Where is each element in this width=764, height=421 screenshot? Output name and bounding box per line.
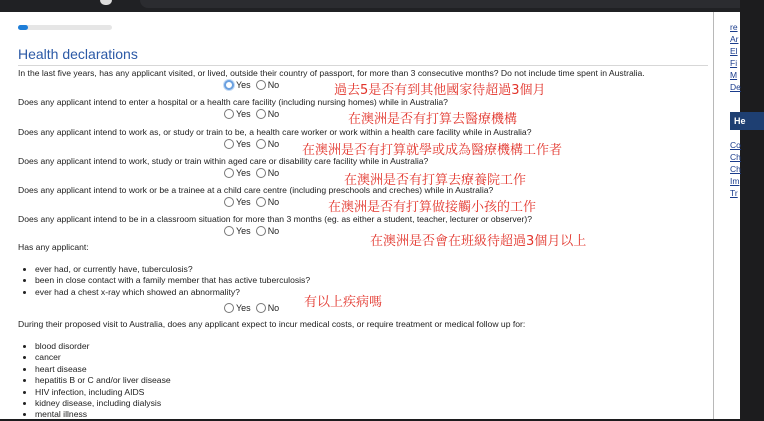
no-label: No (267, 80, 280, 90)
question-text: Does any applicant intend to enter a hospital or a health care facility (including nursing homes) while in Australia? (18, 97, 448, 107)
question-options (224, 226, 284, 236)
browser-top-bar (0, 0, 740, 12)
progress-bar (18, 25, 112, 30)
yes-radio[interactable] (224, 303, 234, 313)
list-item: • cancer (35, 352, 171, 363)
no-label: No (267, 226, 280, 236)
section-divider (18, 65, 708, 66)
yes-label: Yes (236, 168, 251, 178)
handwritten-note: 有以上疾病嗎 (304, 295, 383, 310)
browser-tab-strip (140, 0, 740, 8)
sidebar-heading: He (730, 112, 764, 130)
yes-radio[interactable] (224, 168, 234, 178)
handwritten-note: 在澳洲是否有打算去療養院工作 (344, 173, 527, 188)
list-item: • ever had a chest x-ray which showed an abnormality? (35, 287, 310, 298)
yes-radio[interactable] (224, 226, 234, 236)
handwritten-note: 在澳洲是否有打算去醫療機構 (348, 112, 518, 127)
sidebar-link[interactable]: M (730, 70, 738, 80)
yes-label: Yes (236, 109, 251, 119)
medical-condition-list (18, 341, 171, 421)
question-options (224, 303, 284, 313)
no-radio[interactable] (256, 168, 266, 178)
handwritten-note: 在澳洲是否有打算就學或成為醫療機構工作者 (302, 143, 563, 158)
yes-radio[interactable] (224, 80, 234, 90)
no-label: No (267, 303, 280, 313)
right-sidebar (714, 12, 746, 419)
handwritten-note: 在澳洲是否有打算做接觸小孩的工作 (328, 200, 537, 215)
list-item: • been in close contact with a family member that has active tuberculosis? (35, 275, 310, 286)
form-page (0, 12, 714, 419)
question-text: In the last five years, has any applicant visited, or lived, outside their country of passport, for more than 3 consecutive months? Do not include time spent in Australia. (18, 68, 645, 78)
sidebar-link[interactable]: Ch (730, 164, 741, 174)
no-radio[interactable] (256, 139, 266, 149)
question-text: Has any applicant: (18, 242, 89, 252)
question-options (224, 139, 284, 149)
no-radio[interactable] (256, 109, 266, 119)
yes-label: Yes (236, 226, 251, 236)
no-label: No (267, 197, 280, 207)
section-title: Health declarations (18, 46, 138, 62)
no-radio[interactable] (256, 80, 266, 90)
handwritten-note: 在澳洲是否會在班級待超過3個月以上 (370, 234, 587, 249)
sidebar-link[interactable]: Ch (730, 152, 741, 162)
sidebar-link[interactable]: El (730, 46, 738, 56)
progress-bar-fill (18, 25, 28, 30)
sidebar-link[interactable]: Co (730, 140, 741, 150)
list-item: • blood disorder (35, 341, 171, 352)
list-item: • HIV infection, including AIDS (35, 387, 171, 398)
yes-radio[interactable] (224, 197, 234, 207)
no-label: No (267, 168, 280, 178)
sidebar-link[interactable]: Tr (730, 188, 738, 198)
yes-radio[interactable] (224, 139, 234, 149)
handwritten-note: 過去5是否有到其他國家待超過3個月 (334, 83, 546, 98)
yes-label: Yes (236, 303, 251, 313)
question-options (224, 80, 284, 90)
list-item: • heart disease (35, 364, 171, 375)
question-text: During their proposed visit to Australia, does any applicant expect to incur medical costs, or require treatment or medical follow up for: (18, 319, 526, 329)
yes-label: Yes (236, 80, 251, 90)
no-radio[interactable] (256, 303, 266, 313)
question-text: Does any applicant intend to work, study or train within aged care or disability care facility while in Australia? (18, 156, 429, 166)
list-item: • hepatitis B or C and/or liver disease (35, 375, 171, 386)
question-options (224, 168, 284, 178)
yes-label: Yes (236, 197, 251, 207)
no-label: No (267, 139, 280, 149)
sidebar-link[interactable]: Im (730, 176, 740, 186)
list-item: • mental illness (35, 409, 171, 420)
no-radio[interactable] (256, 197, 266, 207)
no-label: No (267, 109, 280, 119)
browser-control-icon (100, 0, 112, 5)
tb-condition-list (18, 264, 310, 298)
question-options (224, 197, 284, 207)
question-options (224, 109, 284, 119)
question-text: Does any applicant intend to work as, or study or train to be, a health care worker or work within a health care facility while in Australia? (18, 127, 532, 137)
sidebar-link[interactable]: Ar (730, 34, 739, 44)
sidebar-link[interactable]: Fi (730, 58, 738, 68)
list-item: • ever had, or currently have, tuberculosis? (35, 264, 310, 275)
sidebar-link[interactable]: De (730, 82, 741, 92)
no-radio[interactable] (256, 226, 266, 236)
question-text: Does any applicant intend to work or be a trainee at a child care centre (including preschools and creches) while in Australia? (18, 185, 494, 195)
list-item: • kidney disease, including dialysis (35, 398, 171, 409)
yes-label: Yes (236, 139, 251, 149)
yes-radio[interactable] (224, 109, 234, 119)
question-text: Does any applicant intend to be in a classroom situation for more than 3 months (eg. as either a student, teacher, lecturer or observer)? (18, 214, 532, 224)
sidebar-link[interactable]: re (730, 22, 738, 32)
